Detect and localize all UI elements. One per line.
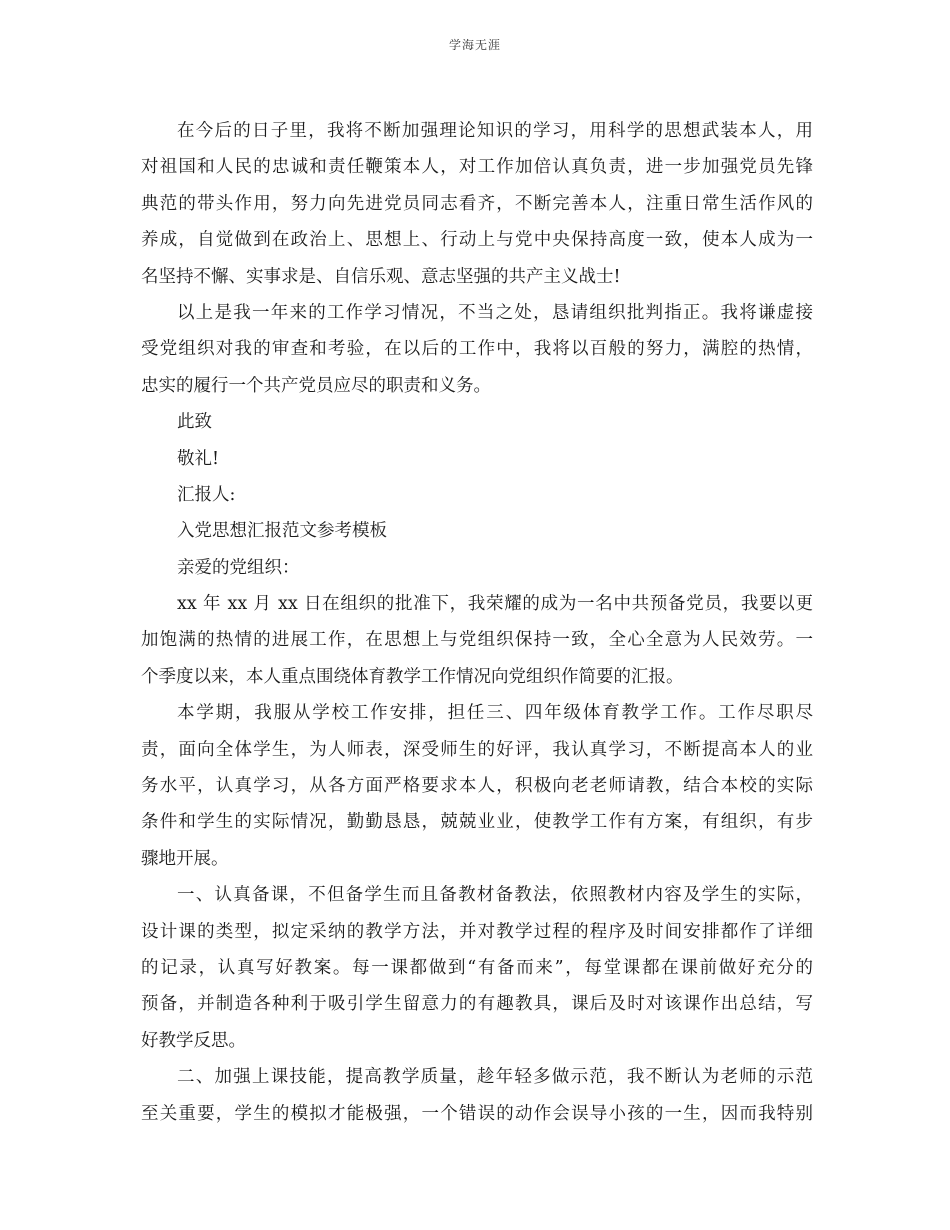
text-line: 养成，自觉做到在政治上、思想上、行动上与党中央保持高度一致，使本人成为一	[141, 230, 813, 251]
text-line: 务水平，认真学习，从各方面严格要求本人，积极向老老师请教，结合本校的实际	[141, 776, 813, 797]
page-header: 学海无涯	[448, 38, 501, 52]
text-line: 条件和学生的实际情况，勤勤恳恳，兢兢业业，使教学工作有方案，有组织，有步	[141, 812, 813, 833]
text-line: 本学期，我服从学校工作安排，担任三、四年级体育教学工作。工作尽职尽	[177, 703, 813, 724]
text-line: 典范的带头作用，努力向先进党员同志看齐，不断完善本人，注重日常生活作风的	[141, 193, 813, 214]
text-line: 忠实的履行一个共产党员应尽的职责和义务。	[141, 375, 491, 396]
text-line: 汇报人:	[177, 484, 236, 505]
text-line: 设计课的类型，拟定采纳的教学方法，并对教学过程的程序及时间安排都作了详细	[141, 921, 813, 942]
text-line: 骤地开展。	[141, 848, 229, 869]
text-line: 名坚持不懈、实事求是、自信乐观、意志坚强的共产主义战士!	[141, 266, 621, 287]
text-line: 责，面向全体学生，为人师表，深受师生的好评，我认真学习，不断提高本人的业	[141, 739, 813, 760]
text-line: 二、加强上课技能，提高教学质量，趁年轻多做示范，我不断认为老师的示范	[177, 1067, 813, 1088]
text-line: 对祖国和人民的忠诚和责任鞭策本人，对工作加倍认真负责，进一步加强党员先锋	[141, 157, 813, 178]
text-line: xx 年 xx 月 xx 日在组织的批准下，我荣耀的成为一名中共预备党员，我要以更	[177, 594, 813, 615]
text-line: 至关重要，学生的模拟才能极强，一个错误的动作会误导小孩的一生，因而我特别	[141, 1103, 813, 1124]
text-line: 一、认真备课，不但备学生而且备教材备教法，依照教材内容及学生的实际，	[177, 885, 813, 906]
text-line: 受党组织对我的审查和考验，在以后的工作中，我将以百般的努力，满腔的热情，	[141, 339, 813, 360]
text-line: 加饱满的热情的进展工作，在思想上与党组织保持一致，全心全意为人民效劳。一	[141, 630, 813, 651]
text-line: 个季度以来，本人重点围绕体育教学工作情况向党组织作简要的汇报。	[141, 666, 684, 687]
text-line: 预备，并制造各种利于吸引学生留意力的有趣教具，课后及时对该课作出总结，写	[141, 994, 813, 1015]
text-line: 敬礼!	[177, 448, 220, 469]
text-line: 的记录，认真写好教案。每一课都做到“有备而来”，每堂课都在课前做好充分的	[141, 957, 813, 978]
text-line: 入党思想汇报范文参考模板	[177, 521, 387, 542]
text-line: 在今后的日子里，我将不断加强理论知识的学习，用科学的思想武装本人，用	[177, 121, 813, 141]
document-body	[141, 113, 813, 1132]
text-line: 好教学反思。	[141, 1030, 246, 1051]
text-line: 亲爱的党组织：	[177, 557, 300, 578]
text-line: 以上是我一年来的工作学习情况，不当之处，恳请组织批判指正。我将谦虚接	[177, 302, 813, 323]
text-line: 此致	[177, 412, 212, 433]
